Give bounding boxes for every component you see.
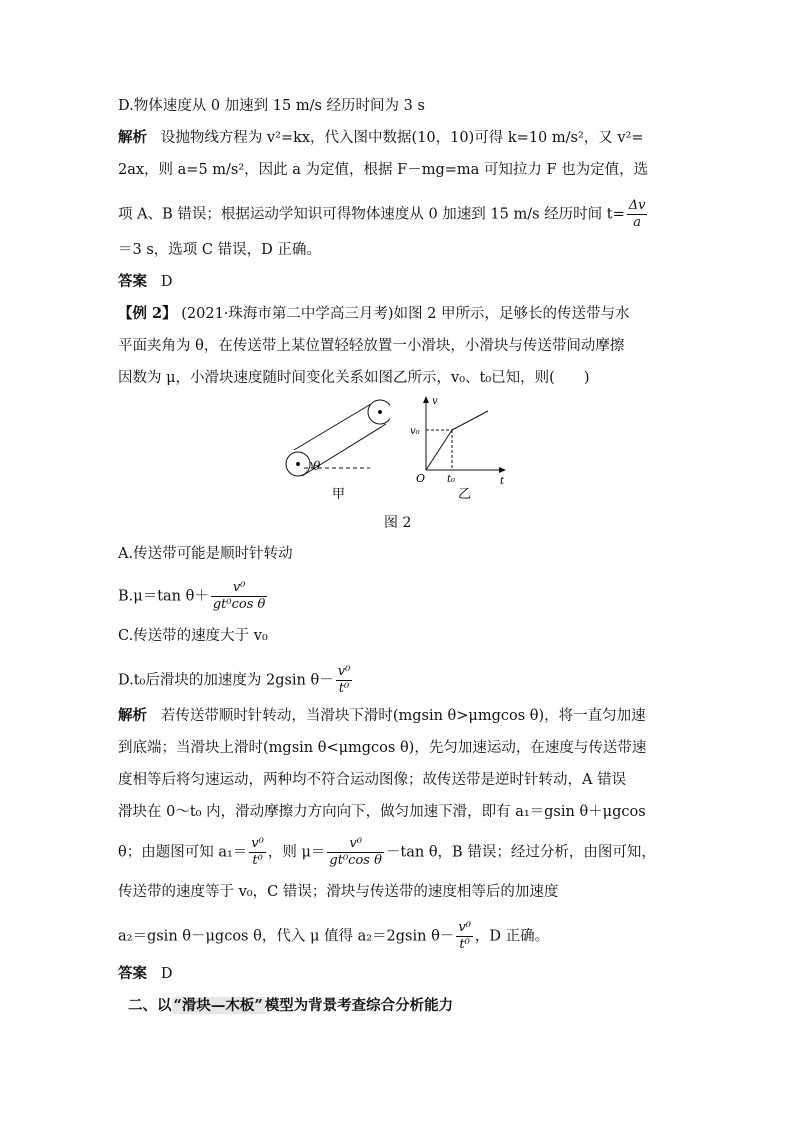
figure-yi-label: 乙 (458, 487, 472, 502)
figure-caption: 图 2 (384, 515, 412, 531)
analysis-1-line-1 (118, 128, 644, 148)
fraction-numerator: v⁰ (211, 580, 268, 597)
option-b-text: B.μ＝tan θ＋ (118, 588, 209, 605)
analysis-2-text-5c: －tan θ，B 错误；经过分析，由图可知， (385, 844, 656, 861)
analysis-2-text-7b: ，D 正确。 (474, 928, 550, 945)
analysis-2-text-5b: ，则 μ＝ (267, 844, 326, 861)
option-c: C.传送带的速度大于 v₀ (118, 628, 268, 644)
option-d (118, 664, 354, 697)
option-d-text: D.t₀后滑块的加速度为 2gsin θ－ (118, 672, 334, 689)
t-axis-arrow (499, 467, 506, 473)
answer-1 (118, 272, 172, 292)
example-2-text-1: (2021·珠海市第二中学高三月考)如图 2 甲所示，足够长的传送带与水 (181, 306, 630, 322)
option-d-fraction (336, 664, 353, 697)
fraction-numerator: v⁰ (327, 836, 384, 853)
axis-t-label: t (500, 476, 505, 487)
accel-segment-2 (452, 411, 488, 430)
fraction-denominator: t⁰ (338, 681, 350, 696)
answer-value: D (160, 274, 173, 290)
v-axis-arrow (423, 396, 429, 403)
analysis-2-line-7 (118, 920, 549, 953)
analysis-1-line-2: 2ax，则 a=5 m/s²，因此 a 为定值，根据 F－mg=ma 可知拉力 F 也为定值，选 (118, 162, 649, 178)
analysis-2-text-5a: θ；由题图可知 a₁＝ (118, 844, 248, 861)
answer-label: 答案 (118, 965, 147, 982)
upper-pulley-axle (378, 410, 382, 414)
velocity-time-graph (408, 394, 518, 504)
analysis-2-line-5 (118, 836, 656, 869)
analysis-1-text-1: 设抛物线方程为 v²=kx，代入图中数据(10，10)可得 k=10 m/s²，又 v²= (160, 130, 644, 146)
analysis-1-text-3: 项 A、B 错误；根据运动学知识可得物体速度从 0 加速到 15 m/s 经历时间 t= (118, 206, 625, 223)
analysis-2-text-7a: a₂＝gsin θ－μgcos θ，代入 μ 值得 a₂＝2gsin θ－ (118, 928, 455, 945)
t0-label: t₀ (447, 474, 456, 485)
fraction-a1 (249, 836, 266, 869)
fraction-numerator: v⁰ (458, 920, 471, 935)
section-heading-2 (128, 996, 453, 1016)
theta-arc (311, 462, 312, 468)
origin-label: O (416, 472, 426, 485)
fraction-numerator: v⁰ (337, 664, 351, 679)
lower-pulley-axle (296, 462, 300, 466)
section-heading-suffix: 模型为背景考查综合分析能力 (264, 997, 454, 1014)
answer-2 (118, 964, 172, 984)
analysis-2-line-3: 度相等后将匀速运动，两种均不符合运动图像；故传送带是逆时针转动，A 错误 (118, 772, 627, 788)
figure-jia-label: 甲 (332, 487, 346, 502)
belt-top-edge (294, 401, 376, 450)
fraction-denominator: gt⁰cos θ (212, 597, 266, 612)
analysis-label: 解析 (118, 707, 147, 724)
fraction-denominator: a (633, 215, 641, 230)
fraction-numerator: v⁰ (251, 836, 264, 851)
theta-label: θ (313, 459, 321, 473)
fraction-denominator: t⁰ (459, 937, 470, 952)
fraction-dv-a (627, 198, 648, 231)
axis-v-label: v (432, 396, 438, 407)
option-d-previous: D.物体速度从 0 加速到 15 m/s 经历时间为 3 s (118, 98, 425, 114)
fraction-denominator: t⁰ (252, 853, 263, 868)
analysis-2-text-1: 若传送带顺时针转动，当滑块下滑时(mgsin θ>μmgcos θ)，将一直匀加速 (160, 708, 646, 724)
fraction-numerator: Δv (628, 198, 646, 213)
answer-label: 答案 (118, 273, 147, 290)
analysis-1-line-4: ＝3 s，选项 C 错误，D 正确。 (118, 242, 321, 258)
fraction-denominator: gt⁰cos θ (329, 853, 382, 868)
analysis-2-line-6: 传送带的速度等于 v₀，C 错误；滑块与传送带的速度相等后的加速度 (118, 884, 559, 900)
analysis-2-line-1 (118, 706, 646, 726)
analysis-2-line-2: 到底端；当滑块上滑时(mgsin θ<μmgcos θ)，先匀加速运动，在速度与传送带速 (118, 740, 647, 756)
option-b-fraction (211, 580, 268, 613)
analysis-1-line-3 (118, 198, 649, 231)
example-2-line-3: 因数为 μ，小滑块速度随时间变化关系如图乙所示，v₀、t₀已知，则( ) (118, 370, 590, 386)
fraction-mu (327, 836, 384, 869)
section-heading-highlight: “滑块—木板” (173, 997, 263, 1014)
analysis-label: 解析 (118, 129, 147, 146)
option-b (118, 580, 269, 613)
option-a: A.传送带可能是顺时针转动 (118, 546, 293, 562)
answer-value: D (160, 966, 173, 982)
analysis-2-line-4: 滑块在 0～t₀ 内，滑动摩擦力方向向下，做匀加速下滑，即有 a₁＝gsin θ＋μgcos (118, 804, 646, 820)
fraction-a2 (456, 920, 473, 953)
v0-label: v₀ (410, 426, 420, 437)
example-2-line-2: 平面夹角为 θ，在传送带上某位置轻轻放置一小滑块，小滑块与传送带间动摩擦 (118, 338, 625, 354)
example-label: 【例 2】 (118, 305, 177, 322)
section-heading-prefix: 二、以 (128, 997, 172, 1014)
example-2-line-1 (118, 304, 630, 324)
accel-segment-1 (426, 430, 452, 470)
conveyor-belt-figure (280, 398, 390, 504)
